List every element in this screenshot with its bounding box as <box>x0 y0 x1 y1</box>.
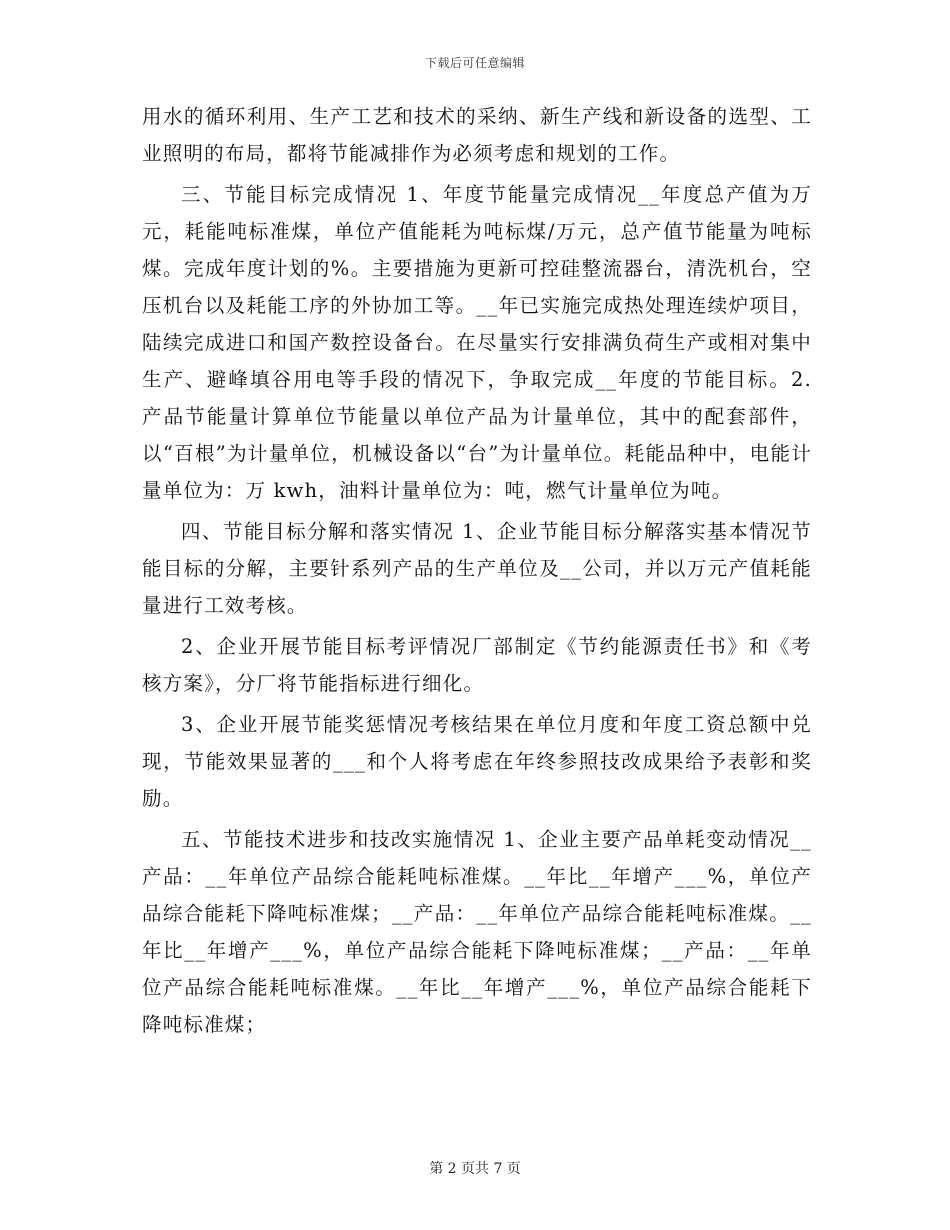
paragraph-section-four: 四、节能目标分解和落实情况 1、企业节能目标分解落实基本情况节能目标的分解，主要针系列产品的生产单位及__公司，并以万元产值耗能量进行工效考核。 <box>142 520 812 617</box>
page-number: 第 2 页共 7 页 <box>429 1161 521 1177</box>
paragraph-evaluation: 2、企业开展节能目标考评情况厂部制定《节约能源责任书》和《考核方案》，分厂将节能指标进行细化。 <box>142 635 812 695</box>
paragraph-section-three: 三、节能目标完成情况 1、年度节能量完成情况__年度总产值为万元，耗能吨标准煤，单位产值能耗为吨标煤/万元，总产值节能量为吨标煤。完成年度计划的%。主要措施为更新可控硅整流器台，清洗机台，空压机台以及耗能工序的外协加工等。__年已实施完成热处理连续炉项目，陆续完成进口和国产数控设备台。在尽量实行安排满负荷生产或相对集中生产、避峰填谷用电等手段的情况下，争取完成__年度的节能目标。2. 产品节能量计算单位节能量以单位产品为计量单位，其中的配套部件，以“百根”为计量单位，机械设备以“台”为计量单位。耗能品种中，电能计量单位为：万 kwh，油料计量单位为：吨，燃气计量单位为吨。 <box>142 183 812 502</box>
paragraph-continuation: 用水的循环利用、生产工艺和技术的采纳、新生产线和新设备的选型、工业照明的布局，都将节能减排作为必须考虑和规划的工作。 <box>142 105 812 165</box>
document-body <box>142 98 812 1043</box>
paragraph-rewards: 3、企业开展节能奖惩情况考核结果在单位月度和年度工资总额中兑现，节能效果显著的___和个人将考虑在年终参照技改成果给予表彰和奖励。 <box>142 713 812 810</box>
paragraph-section-five: 五、节能技术进步和技改实施情况 1、企业主要产品单耗变动情况__产品：__年单位产品综合能耗吨标准煤。__年比__年增产___%，单位产品综合能耗下降吨标准煤；__产品：__年单位产品综合能耗吨标准煤。__年比__年增产___%，单位产品综合能耗下降吨标准煤；__产品：__年单位产品综合能耗吨标准煤。__年比__年增产___%，单位产品综合能耗下降吨标准煤； <box>142 828 812 1036</box>
page-header: 下载后可任意编辑 <box>424 56 525 70</box>
